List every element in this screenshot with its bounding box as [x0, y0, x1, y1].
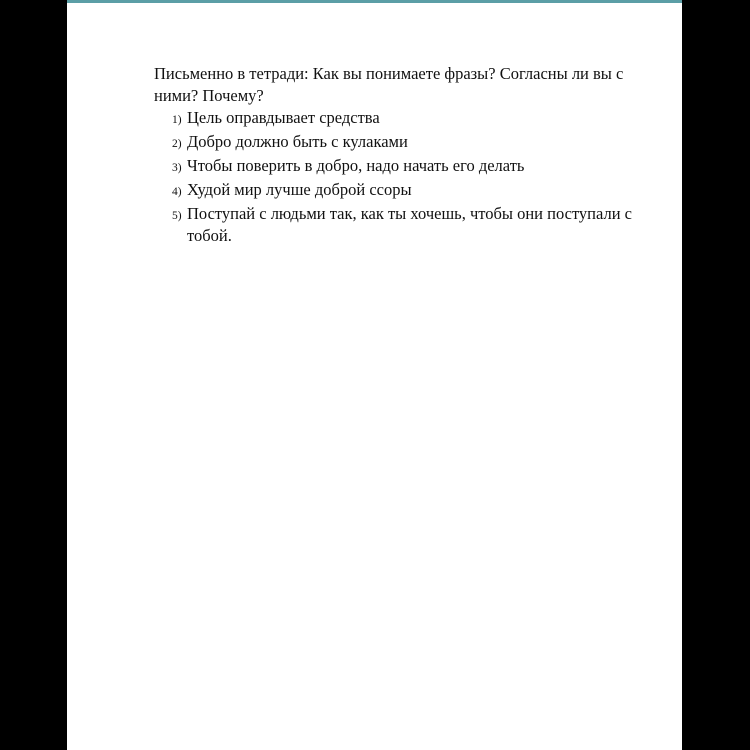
list-item-text: Цель оправдывает средства: [187, 108, 380, 127]
list-item: [154, 131, 654, 155]
list-item-text: Поступай с людьми так, как ты хочешь, чтобы они поступали с тобой.: [187, 204, 632, 245]
assignment-prompt: Письменно в тетради: Как вы понимаете фразы? Согласны ли вы с ними? Почему?: [154, 64, 624, 105]
list-item-number: 5): [172, 210, 182, 222]
list-item-text: Добро должно быть с кулаками: [187, 132, 408, 151]
list-item: [154, 203, 654, 247]
list-item: [154, 155, 654, 179]
list-item-number: 4): [172, 186, 182, 198]
list-item: [154, 179, 654, 203]
list-item-number: 1): [172, 114, 182, 126]
list-item-number: 3): [172, 162, 182, 174]
document-content: [154, 63, 654, 247]
list-item: [154, 107, 654, 131]
list-item-number: 2): [172, 138, 182, 150]
list-item-text: Худой мир лучше доброй ссоры: [187, 180, 412, 199]
phrases-list: [154, 107, 654, 247]
document-page: [67, 0, 682, 750]
list-item-text: Чтобы поверить в добро, надо начать его делать: [187, 156, 525, 175]
